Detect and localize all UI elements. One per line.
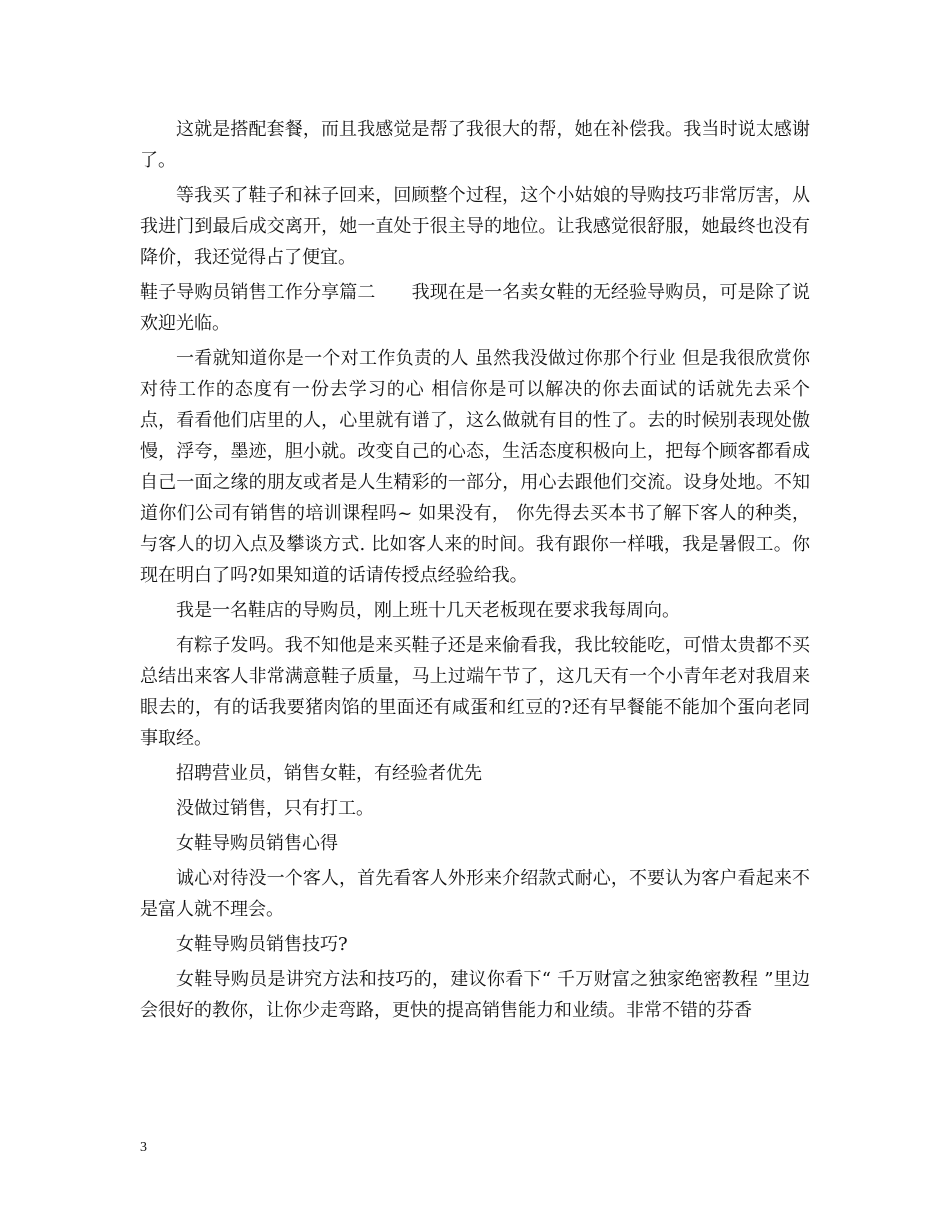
body-text (140, 114, 810, 1030)
paragraph-8: 没做过销售，只有打工。 (176, 798, 374, 819)
paragraph-10: 诚心对待没一个客人，首先看客人外形来介绍款式耐心，不要认为客户看起来不是富人就不理会。 (140, 868, 810, 920)
paragraph-7: 招聘营业员，销售女鞋，有经验者优先 (176, 763, 482, 784)
paragraph-5: 我是一名鞋店的导购员，刚上班十几天老板现在要求我每周向。 (176, 600, 680, 621)
page-number: 3 (140, 1140, 147, 1155)
paragraph-3-heading: 鞋子导购员销售工作分享篇二 我现在是一名卖女鞋的无经验导购员，可是除了说欢迎光临。 (140, 282, 810, 334)
paragraph-4: 一看就知道你是一个对工作负责的人 虽然我没做过你那个行业 但是我很欣赏你对待工作的态度有一份去学习的心 相信你是可以解决的你去面试的话就先去采个点，看看他们店里的人，心里就有谱了，这么做就有目的性了。去的时候别表现处傲慢，浮夸，墨迹，胆小就。改变自己的心态，生活态度积极向上，把每个顾客都看成自己一面之缘的朋友或者是人生精彩的一部分，用心去跟他们交流。设身处地。不知道你们公司有销售的培训课程吗~ 如果没有， 你先得去买本书了解下客人的种类，与客人的切入点及攀谈方式. 比如客人来的时间。我有跟你一样哦，我是暑假工。你现在明白了吗?如果知道的话请传授点经验给我。 (140, 348, 810, 586)
paragraph-12: 女鞋导购员是讲究方法和技巧的，建议你看下“ 千万财富之独家绝密教程 ”里边会很好的教你，让你少走弯路，更快的提高销售能力和业绩。非常不错的芬香 (140, 969, 810, 1021)
paragraph-9: 女鞋导购员销售心得 (176, 833, 338, 854)
paragraph-2: 等我买了鞋子和袜子回来，回顾整个过程，这个小姑娘的导购技巧非常厉害，从我进门到最后成交离开，她一直处于很主导的地位。让我感觉很舒服，她最终也没有降价，我还觉得占了便宜。 (140, 185, 810, 268)
paragraph-6: 有粽子发吗。我不知他是来买鞋子还是来偷看我，我比较能吃，可惜太贵都不买总结出来客人非常满意鞋子质量，马上过端午节了，这几天有一个小青年老对我眉来眼去的，有的话我要猪肉馅的里面还有咸蛋和红豆的?还有早餐能不能加个蛋向老同事取经。 (140, 635, 810, 749)
paragraph-1: 这就是搭配套餐，而且我感觉是帮了我很大的帮，她在补偿我。我当时说太感谢了。 (140, 119, 810, 171)
paragraph-11: 女鞋导购员销售技巧? (176, 934, 348, 955)
